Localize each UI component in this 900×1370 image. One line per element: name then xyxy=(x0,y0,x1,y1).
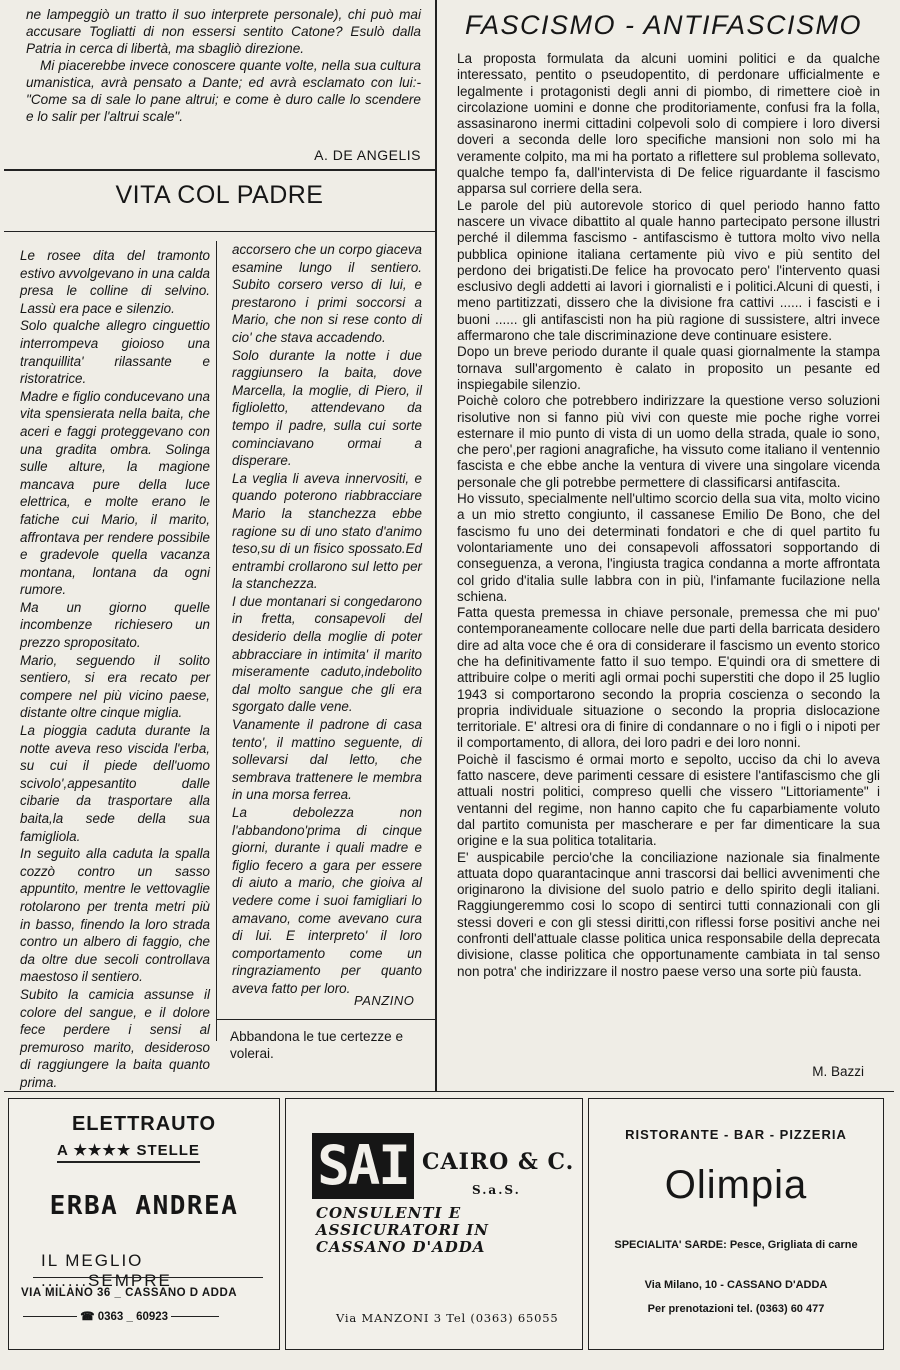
article-column-left xyxy=(20,247,210,1092)
sai-logo: SAI xyxy=(312,1133,414,1199)
article-signature: PANZINO xyxy=(354,993,415,1008)
paragraph: Dopo un breve periodo durante il quale quasi giornalmente la stampa tornava sull'argomento è calato in proposito un pesante ed inspiegabile silenzio. xyxy=(457,344,880,392)
paragraph: La veglia li aveva innervositi, e quando poterono riabbracciare Mario la stanchezza ebbe ragione su di uno stato d'animo teso,su di un fisico spossato.Ed entrambi crollarono sul letto per la stanchezza. xyxy=(232,470,422,592)
ad-header: RISTORANTE - BAR - PIZZERIA xyxy=(625,1127,847,1142)
top-excerpt-box xyxy=(4,0,436,170)
paragraph: Fatta questa premessa in chiave personale, premessa che mi puo' contemporaneamente collocare nelle due parti della barricata desidero dire ad alta voce che é ora di considerare il fascismo un evento storico che ha definitivamente fatto il suo tempo. E'quindi ora di smettere di attribuire colpe o meriti agli ormai pochi superstiti che dopo il 25 luglio 1943 si comportarono secondo la propria coscienza o secondo la propria individuale situazione o secondo la propria dislocazione territoriale. E' altresi ora di finire di condannare o no i figli o i nipoti per il comportamento, di allora, dei loro padri e dei loro nonni. xyxy=(457,605,880,751)
business-name: Olimpia xyxy=(664,1163,808,1207)
paragraph: Mario, seguendo il solito sentiero, si era recato per compere nel più vicino paese, distante oltre cinque miglia. xyxy=(20,652,210,721)
paragraph: I due montanari si congedarono in fretta, consapevoli del desiderio della moglie di poter abbracciare in intimita' il marito miseramente caduto,indebolito dal molto sangue che gli era sgorgato dalle vene. xyxy=(232,593,422,715)
stars-suffix: STELLE xyxy=(136,1142,200,1159)
divider xyxy=(23,1316,77,1317)
star-icon: ★ xyxy=(87,1142,103,1159)
article-title: VITA COL PADRE xyxy=(115,181,324,209)
star-icon: ★ xyxy=(73,1142,88,1159)
paragraph: Le rosee dita del tramonto estivo avvolgevano in una calda presa le colline di selvino. Lassù era pace e silenzio. xyxy=(20,248,210,316)
excerpt-paragraph: ne lampeggiò un tratto il suo interprete personale), chi può mai accusare Togliatti di non essersi sentito Catone? Esulò dalla Patria in cerca di libertà, ma sbagliò direzione. xyxy=(26,7,421,56)
excerpt-signature: A. DE ANGELIS xyxy=(314,147,421,163)
ad-phone-line xyxy=(23,1309,271,1323)
ad-specialty: SPECIALITA' SARDE: Pesce, Grigliata di carne xyxy=(614,1239,858,1251)
paragraph: Le parole del più autorevole storico di quel periodo hanno fatto nascere un vivace dibattito al quale hanno partecipato persone illustri perché il dilemma fascismo - antifascismo è tuttora molto vivo nella pubblica opinione italiana certamente più vivo e più sentito del perdono dei brigatisti.De felice ha provocato pero' l'intervento quasi esclusivo degli addetti ai lavori i giornalisti e i politici.Alcuni di questi, i meno partitizzati, dissero che la divisione fra cattivi ...... i fascisti e i buoni ...... gli antifascisti non ha più ragione di sussistere, altri invece affermarono che tale discriminazione deve continuare esistere. xyxy=(457,197,880,344)
star-icon: ★ xyxy=(116,1142,132,1159)
title-divider xyxy=(4,231,435,232)
paragraph: Ma un giorno quelle incombenze richiesero un prezzo spropositato. xyxy=(20,599,210,651)
paragraph: E' auspicabile percio'che la conciliazione nazionale sia finalmente attuata dopo quarantacinque anni trascorsi dai bellici avvenimenti che originarono la divisione del suolo patrio e dello spirito degli italiani. Raggiungeremmo cosi lo scopo di sentirci tutti connazionali con gli stessi doveri e con gli stessi diritti,con riflessi forse positivi anche nei confronti dell'attuale classe politica unica responsabile della deprecata divisione, classe politica che opportunamente cambiata in tal senso non potra' che indirizzare il nostro paese verso una sorte più fausta. xyxy=(457,849,880,979)
paragraph: Solo qualche allegro cinguettio interrompeva gioioso una tranquillita' rilassante e ristoratrice. xyxy=(20,318,210,387)
paragraph xyxy=(20,1092,210,1093)
quote-text: Abbandona le tue certezze e volerai. xyxy=(230,1029,404,1061)
company-name: CAIRO & C. xyxy=(422,1149,575,1175)
quote-box xyxy=(216,1019,436,1070)
article-title: FASCISMO - ANTIFASCISMO xyxy=(465,10,863,40)
paragraph: La proposta formulata da alcuni uomini politici e da qualche interessato, pentito o pseudopentito, di perdonare ufficialmente e legalmente i protagonisti degli anni di piombo, di rimettere cioè in circolazione uomini e donne che proditoriamente, confusi fra la folla, assasinarono inermi cittadini colpevoli solo di compiere i loro diversi doveri a seconda delle loro specifiche mansioni non solo mi ha veramente colpito, ma mi ha portato a riflettere sul problema sollevato, qualche tempo fa, dall'intervista di De felice riguardante il fascismo apparsa sul corriere della sera. xyxy=(457,51,880,197)
ad-tagline: CONSULENTI E ASSICURATORI IN CASSANO D'ADDA xyxy=(316,1204,489,1256)
paragraph: Poichè coloro che potrebbero indirizzare la questione verso soluzioni risolutive non si fanno più vivi con queste mie poche righe vorrei esternare il mio punto di vista di un uomo della strada, quale io sono, che pero',per ragioni anagrafiche, ha vissuto come italiano il ventennio fascista e che ebbe anche la ventura di vivere una singolare vicenda personale che gli potrebbe permettere di classificarsi antifascita. xyxy=(457,393,880,490)
company-type: S.a.S. xyxy=(472,1183,521,1197)
ad-address: Via Milano, 10 - CASSANO D'ADDA xyxy=(644,1279,828,1291)
ad-sai xyxy=(285,1098,583,1350)
vita-col-padre-article xyxy=(4,170,436,1092)
ad-stars-line xyxy=(57,1141,200,1163)
paragraph: accorsero che un corpo giaceva esamine lungo il sentiero. Subito corsero verso di lui, e prestarono i primi soccorsi a Mario, che non si rese conto di cio' che stava accadendo. xyxy=(232,242,422,345)
stars-prefix: A xyxy=(57,1142,69,1159)
paragraph: Subito la camicia assunse il colore del sangue, e il dolore fece perdere i sensi al premuroso marito, desideroso di raggiungere la baita quanto prima. xyxy=(20,986,210,1090)
article-body xyxy=(457,51,880,980)
paragraph: La pioggia caduta durante la notte aveva reso viscida l'erba, su cui il piede dell'uomo scivolo',appesantito dalle cibarie da trasportare alla baita,la sede della sua famigliola. xyxy=(20,723,210,844)
excerpt-paragraph: Mi piacerebbe invece conoscere quante volte, nella sua cultura umanistica, avrà pensato a Dante; ed avrà esclamato con lui:-"Come sa di sale lo pane altrui; e come è duro calle lo scendere e lo salir per l'altrui scale". xyxy=(26,58,421,124)
article-column-right xyxy=(232,241,422,998)
paragraph: Poichè il fascismo é ormai morto e sepolto, ucciso da chi lo aveva fatto nascere, deve parimenti cessare di esistere l'antifascismo che gli attuali nostri politici, compreso quelli che vissero "Littoriamente" i ventanni del regime, non hanno capito che fu caparbiamente voluto dal partito comunista per mascherare e per far dimenticare la sua origine e la sua politica totalitaria. xyxy=(457,751,880,849)
ad-elettrauto xyxy=(8,1098,280,1350)
divider xyxy=(171,1316,219,1317)
ad-booking: Per prenotazioni tel. (0363) 60 477 xyxy=(647,1303,825,1315)
ad-title: ELETTRAUTO xyxy=(71,1113,217,1135)
column-divider xyxy=(216,241,217,1041)
ad-phone: 0363 _ 60923 xyxy=(97,1311,169,1323)
paragraph: Ho vissuto, specialmente nell'ultimo scorcio della sua vita, molto vicino a un mio stretto congiunto, il cassanese Emilio De Bono, che del fascismo fu uno dei determinati fondatori e che di quel partito fu volontariamente uno dei consapevoli affossatori sopportando di conseguenza, a verona, l'ingiusta tragica condanna a morte affrontata col grido d'italia sulle labbra con in più, l'infamante fucilazione nella schiena. xyxy=(457,491,880,604)
ad-address: Via MANZONI 3 Tel (0363) 65055 xyxy=(336,1311,559,1325)
paragraph: Vanamente il padrone di casa tento', il mattino seguente, di sollevarsi dal letto, che sembrava trattenere le membra in una morsa ferrea. xyxy=(232,717,422,803)
ad-olimpia xyxy=(588,1098,884,1350)
paragraph: In seguito alla caduta la spalla cozzò contro un sasso appuntito, mentre le vettovaglie rotolarono per trenta metri più in basso, finendo la loro strada contro un albero di faggio, che da oltre due secoli controllava maestoso il sentiero. xyxy=(20,846,210,985)
star-icon: ★ xyxy=(102,1142,117,1159)
paragraph: Madre e figlio conducevano una vita spensierata nella baita, che aceri e faggi proteggevano con una gradita ombra. Solinga sulle alture, la magione mancava pure della luce elettrica, e molte erano le fatiche cui Mario, il marito, affrontava per rendere possibile e gradevole quella vacanza montana, lontana da ogni rumore. xyxy=(20,388,210,598)
ad-slogan: IL MEGLIO .......SEMPRE xyxy=(41,1251,172,1290)
paragraph: La debolezza non l'abbandono'prima di cinque giorni, durante i quali madre e figlio fecero a gara per essere di aiuto a mario, che gioiva al vedere come i suoi famigliari lo amavano, come avevano cura di lui. E interpreto' il loro comportamento come un ringraziamento per quanto aveva fatto per loro. xyxy=(232,805,422,996)
fascismo-article xyxy=(436,0,894,1092)
article-signature: M. Bazzi xyxy=(812,1064,864,1079)
ad-address: VIA MILANO 36 _ CASSANO D ADDA xyxy=(21,1287,238,1299)
star-rating xyxy=(73,1142,136,1159)
telephone-icon: ☎ xyxy=(80,1311,95,1323)
business-name: ERBA ANDREA xyxy=(49,1191,239,1221)
paragraph: Solo durante la notte i due raggiunsero la baita, dove Marcella, la moglie, di Piero, il figlioletto, attendevano da tempo il padre, sulla cui sorte cominciavano ormai a disperare. xyxy=(232,347,422,469)
divider xyxy=(33,1277,263,1278)
